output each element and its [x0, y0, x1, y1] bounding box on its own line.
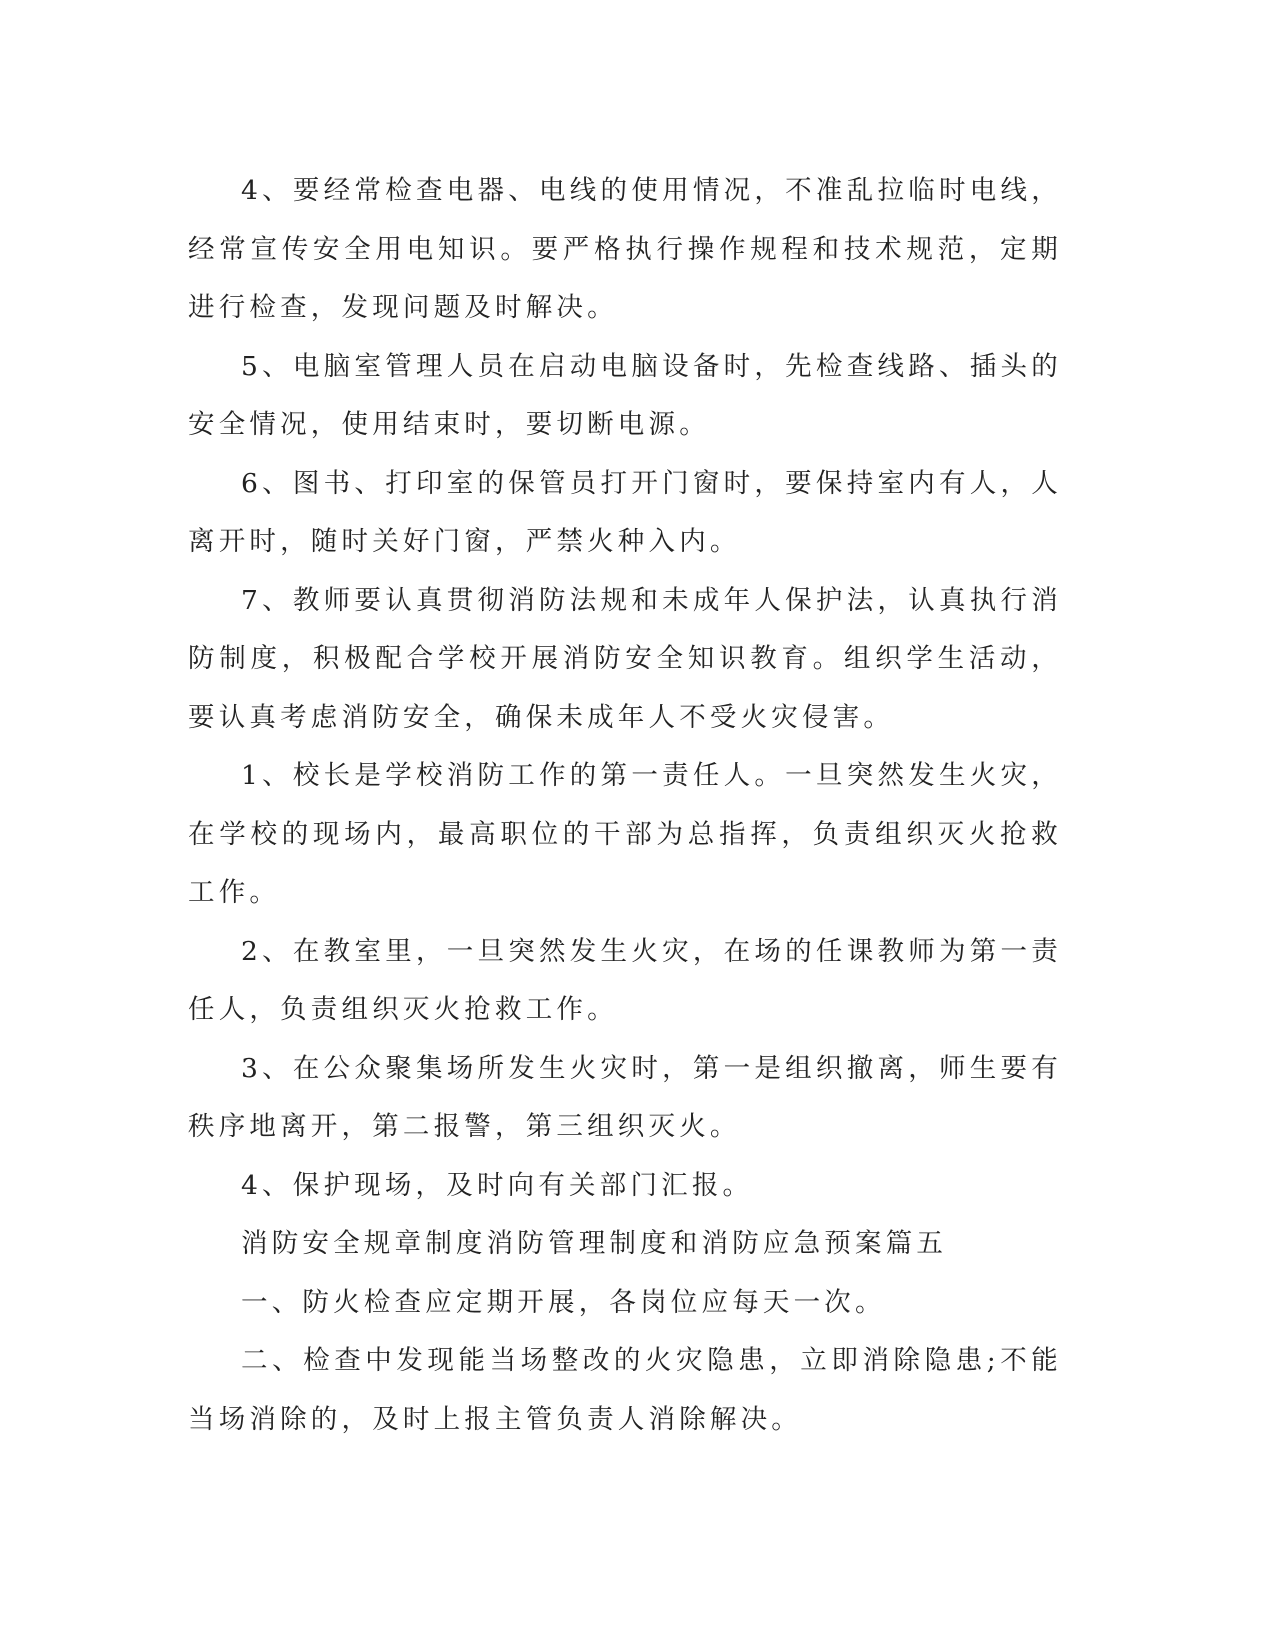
document-body — [188, 162, 1062, 1449]
paragraph-public-place-fire: 3、在公众聚集场所发生火灾时，第一是组织撤离，师生要有秩序地离开，第二报警，第三组织灭火。 — [188, 1052, 1062, 1142]
paragraph-classroom-fire: 2、在教室里，一旦突然发生火灾，在场的任课教师为第一责任人，负责组织灭火抢救工作。 — [188, 935, 1062, 1025]
paragraph-hazard-rectification: 二、检查中发现能当场整改的火灾隐患，立即消除隐患;不能当场消除的，及时上报主管负责人消除解决。 — [188, 1345, 1062, 1435]
paragraph-teachers-duty: 7、教师要认真贯彻消防法规和未成年人保护法，认真执行消防制度，积极配合学校开展消防安全知识教育。组织学生活动，要认真考虑消防安全，确保未成年人不受火灾侵害。 — [188, 584, 1062, 733]
paragraph-computer-room: 5、电脑室管理人员在启动电脑设备时，先检查线路、插头的安全情况，使用结束时，要切断电源。 — [188, 350, 1062, 440]
paragraph-library-print-room: 6、图书、打印室的保管员打开门窗时，要保持室内有人，人离开时，随时关好门窗，严禁火种入内。 — [188, 467, 1062, 557]
paragraph-protect-scene: 4、保护现场，及时向有关部门汇报。 — [241, 1169, 754, 1201]
paragraph-periodic-inspection: 一、防火检查应定期开展，各岗位应每天一次。 — [241, 1286, 886, 1318]
section-heading: 消防安全规章制度消防管理制度和消防应急预案篇五 — [241, 1228, 948, 1259]
paragraph-principal-responsibility: 1、校长是学校消防工作的第一责任人。一旦突然发生火灾，在学校的现场内，最高职位的干部为总指挥，负责组织灭火抢救工作。 — [188, 760, 1062, 908]
paragraph-electrical-inspection: 4、要经常检查电器、电线的使用情况，不准乱拉临时电线，经常宣传安全用电知识。要严格执行操作规程和技术规范，定期进行检查，发现问题及时解决。 — [188, 175, 1062, 323]
